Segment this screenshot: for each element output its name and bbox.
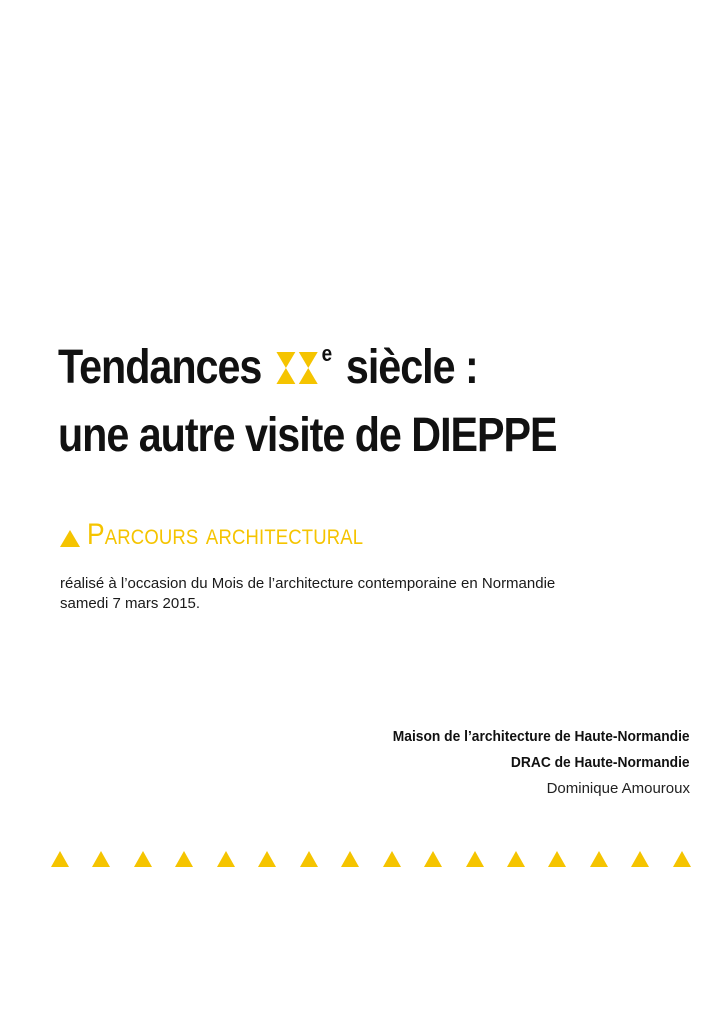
triangle-icon xyxy=(424,851,442,867)
triangle-icon xyxy=(341,851,359,867)
triangle-icon xyxy=(51,851,69,867)
triangle-icon xyxy=(631,851,649,867)
credit-author: Dominique Amouroux xyxy=(546,780,690,797)
description-line-1: réalisé à l’occasion du Mois de l’architecture contemporaine en Normandie xyxy=(60,575,556,592)
section-subtitle xyxy=(60,518,401,552)
triangle-icon xyxy=(383,851,401,867)
century-numeral xyxy=(275,351,320,385)
credits xyxy=(367,724,690,802)
hourglass-icon xyxy=(275,351,296,385)
document-title xyxy=(58,338,557,466)
triangle-icon xyxy=(507,851,525,867)
triangle-icon xyxy=(258,851,276,867)
subtitle-text: Parcours architectural xyxy=(87,518,364,551)
decorative-triangle-row xyxy=(51,851,691,869)
triangle-icon xyxy=(175,851,193,867)
title-word-tendances: Tendances xyxy=(58,341,262,394)
credit-organization-1: Maison de l’architecture de Haute-Normandie xyxy=(393,728,690,745)
triangle-icon xyxy=(673,851,691,867)
triangle-icon xyxy=(134,851,152,867)
triangle-icon xyxy=(92,851,110,867)
credit-organization-2: DRAC de Haute-Normandie xyxy=(511,754,690,771)
hourglass-icon xyxy=(298,351,319,385)
triangle-icon xyxy=(60,530,80,547)
title-word-siecle: siècle : xyxy=(345,341,478,394)
triangle-icon xyxy=(548,851,566,867)
triangle-icon xyxy=(590,851,608,867)
triangle-icon xyxy=(466,851,484,867)
description-line-2: samedi 7 mars 2015. xyxy=(60,595,201,612)
title-line-2: une autre visite de DIEPPE xyxy=(58,409,557,462)
title-line-1 xyxy=(58,338,557,406)
triangle-icon xyxy=(300,851,318,867)
description xyxy=(60,574,555,614)
century-suffix: e xyxy=(321,341,333,366)
triangle-icon xyxy=(217,851,235,867)
